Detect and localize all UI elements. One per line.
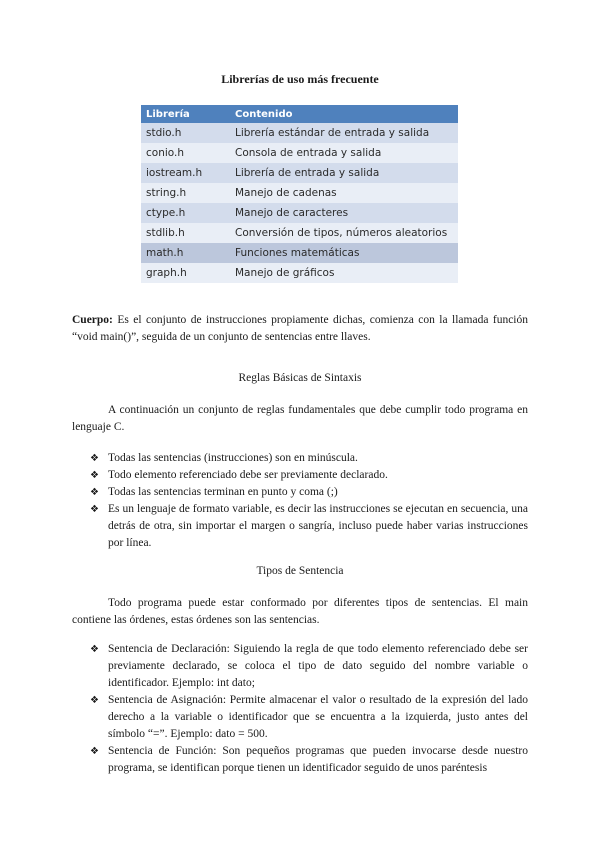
list-item-text: Sentencia de Función: Son pequeños programas que pueden invocarse desde nuestro programa, se identifican porque tienen un identificador seguido de unos paréntesis bbox=[108, 745, 528, 774]
table-row bbox=[141, 143, 458, 163]
list-item bbox=[72, 501, 528, 552]
reglas-intro bbox=[72, 402, 528, 436]
cuerpo-label: Cuerpo: bbox=[72, 314, 113, 326]
reglas-list bbox=[72, 450, 528, 552]
table-cell: Manejo de cadenas bbox=[230, 183, 458, 203]
table-cell: math.h bbox=[141, 243, 230, 263]
table-cell: Consola de entrada y salida bbox=[230, 143, 458, 163]
tipos-intro bbox=[72, 595, 528, 629]
list-item-text: Es un lenguaje de formato variable, es decir las instrucciones se ejecutan en secuencia, una detrás de otra, sin importar el margen o sangría, incluso puede haber varias instrucciones por línea. bbox=[108, 503, 528, 549]
table-row bbox=[141, 243, 458, 263]
reglas-intro-text: A continuación un conjunto de reglas fundamentales que debe cumplir todo programa en lenguaje C. bbox=[72, 404, 528, 433]
list-item-text: Todas las sentencias terminan en punto y coma (;) bbox=[108, 486, 338, 498]
table-cell: ctype.h bbox=[141, 203, 230, 223]
table-header-row bbox=[141, 105, 458, 123]
table-cell: Manejo de caracteres bbox=[230, 203, 458, 223]
list-item bbox=[72, 641, 528, 692]
list-item bbox=[72, 450, 528, 467]
table-cell: iostream.h bbox=[141, 163, 230, 183]
table-cell: Librería de entrada y salida bbox=[230, 163, 458, 183]
table-cell: stdio.h bbox=[141, 123, 230, 143]
libraries-table bbox=[141, 105, 458, 283]
column-header-contenido: Contenido bbox=[230, 105, 458, 123]
list-item bbox=[72, 692, 528, 743]
list-item-text: Todas las sentencias (instrucciones) son en minúscula. bbox=[108, 452, 358, 464]
list-item bbox=[72, 743, 528, 777]
cuerpo-paragraph bbox=[72, 312, 528, 346]
page-title: Librerías de uso más frecuente bbox=[221, 72, 379, 86]
list-item bbox=[72, 484, 528, 501]
tipos-intro-text: Todo programa puede estar conformado por diferentes tipos de sentencias. El main contiene las órdenes, estas órdenes son las sentencias. bbox=[72, 597, 528, 626]
bullet-diamond-icon: ❖ bbox=[90, 504, 99, 515]
table-cell: graph.h bbox=[141, 263, 230, 283]
tipos-list bbox=[72, 641, 528, 777]
list-item-text: Todo elemento referenciado debe ser previamente declarado. bbox=[108, 469, 388, 481]
table-cell: Conversión de tipos, números aleatorios bbox=[230, 223, 458, 243]
bullet-diamond-icon: ❖ bbox=[90, 470, 99, 481]
bullet-diamond-icon: ❖ bbox=[90, 644, 99, 655]
table-row bbox=[141, 223, 458, 243]
table-row bbox=[141, 123, 458, 143]
list-item bbox=[72, 467, 528, 484]
bullet-diamond-icon: ❖ bbox=[90, 746, 99, 757]
bullet-diamond-icon: ❖ bbox=[90, 695, 99, 706]
bullet-diamond-icon: ❖ bbox=[90, 487, 99, 498]
list-item-text: Sentencia de Asignación: Permite almacenar el valor o resultado de la expresión del lado derecho a la variable o identificador que se encuentra a la izquierda, justo antes del símbolo “=”. Ejemplo: dato = 500. bbox=[108, 694, 528, 740]
table-cell: string.h bbox=[141, 183, 230, 203]
table-row bbox=[141, 263, 458, 283]
table-row bbox=[141, 203, 458, 223]
table-cell: Manejo de gráficos bbox=[230, 263, 458, 283]
table-row bbox=[141, 183, 458, 203]
section-heading-tipos: Tipos de Sentencia bbox=[256, 565, 344, 577]
table-cell: conio.h bbox=[141, 143, 230, 163]
table-cell: Librería estándar de entrada y salida bbox=[230, 123, 458, 143]
cuerpo-text: Es el conjunto de instrucciones propiamente dichas, comienza con la llamada función “void main()”, seguida de un conjunto de sentencias entre llaves. bbox=[72, 314, 528, 343]
table-row bbox=[141, 163, 458, 183]
table-cell: stdlib.h bbox=[141, 223, 230, 243]
bullet-diamond-icon: ❖ bbox=[90, 453, 99, 464]
section-heading-reglas: Reglas Básicas de Sintaxis bbox=[238, 372, 362, 384]
list-item-text: Sentencia de Declaración: Siguiendo la regla de que todo elemento referenciado debe ser previamente declarado, se coloca el tipo de dato seguido del nombre variable o identificador. Ejemplo: int dato; bbox=[108, 643, 528, 689]
table-cell: Funciones matemáticas bbox=[230, 243, 458, 263]
column-header-libreria: Librería bbox=[141, 105, 230, 123]
